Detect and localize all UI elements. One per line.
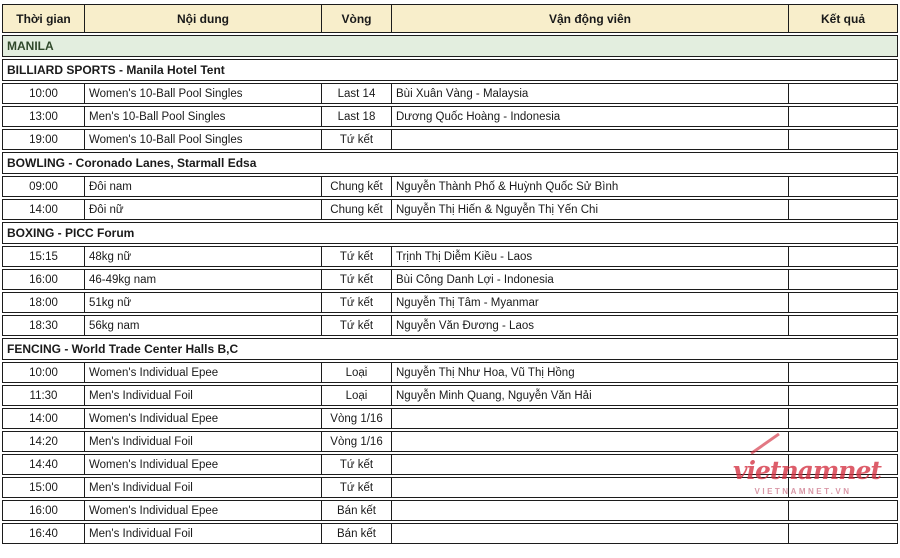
cell-athletes: Nguyễn Văn Đương - Laos	[392, 316, 789, 335]
table-row	[2, 431, 898, 452]
cell-time: 14:20	[3, 432, 85, 451]
cell-time: 18:30	[3, 316, 85, 335]
schedule-page	[2, 0, 898, 544]
cell-athletes: Nguyễn Thị Như Hoa, Vũ Thị Hồng	[392, 363, 789, 382]
cell-event: 48kg nữ	[85, 247, 322, 266]
cell-time: 11:30	[3, 386, 85, 405]
column-header-result: Kết quả	[820, 11, 865, 26]
cell-round: Tứ kết	[322, 455, 392, 474]
cell-event: Men's 10-Ball Pool Singles	[85, 107, 322, 126]
cell-result	[789, 501, 897, 520]
cell-round: Tứ kết	[322, 270, 392, 289]
table-row	[2, 362, 898, 383]
cell-event: 46-49kg nam	[85, 270, 322, 289]
cell-result	[789, 386, 897, 405]
cell-time: 15:00	[3, 478, 85, 497]
table-row	[2, 523, 898, 544]
cell-athletes	[392, 524, 789, 543]
cell-round: Vòng 1/16	[322, 432, 392, 451]
cell-time: 13:00	[3, 107, 85, 126]
cell-event: Women's Individual Epee	[85, 501, 322, 520]
section-title: FENCING - World Trade Center Halls B,C	[7, 342, 239, 356]
cell-result	[789, 455, 897, 474]
cell-athletes: Dương Quốc Hoàng - Indonesia	[392, 107, 789, 126]
cell-event: Women's Individual Epee	[85, 363, 322, 382]
cell-athletes: Nguyễn Thành Phố & Huỳnh Quốc Sử Bình	[392, 177, 789, 196]
table-row	[2, 292, 898, 313]
table-row	[2, 477, 898, 498]
cell-time: 14:00	[3, 409, 85, 428]
table-row	[2, 500, 898, 521]
cell-time: 18:00	[3, 293, 85, 312]
schedule-table	[2, 0, 898, 544]
section-title: BOWLING - Coronado Lanes, Starmall Edsa	[7, 156, 257, 170]
cell-result	[789, 177, 897, 196]
table-row	[2, 129, 898, 150]
column-header-round: Vòng	[322, 5, 392, 32]
cell-round: Tứ kết	[322, 316, 392, 335]
cell-athletes: Nguyễn Minh Quang, Nguyễn Văn Hải	[392, 386, 789, 405]
cell-event: Women's 10-Ball Pool Singles	[85, 84, 322, 103]
cell-round: Vòng 1/16	[322, 409, 392, 428]
cell-result	[789, 316, 897, 335]
table-row	[2, 269, 898, 290]
cell-round: Chung kết	[322, 200, 392, 219]
cell-event: Women's 10-Ball Pool Singles	[85, 130, 322, 149]
section-header-row	[2, 152, 898, 174]
section-title: BILLIARD SPORTS - Manila Hotel Tent	[7, 63, 225, 77]
cell-event: Men's Individual Foil	[85, 524, 322, 543]
cell-time: 16:40	[3, 524, 85, 543]
table-row	[2, 385, 898, 406]
cell-result	[789, 432, 897, 451]
cell-event: Đôi nam	[85, 177, 322, 196]
cell-round: Tứ kết	[322, 478, 392, 497]
city-row	[2, 35, 898, 57]
column-header-time: Thời gian	[3, 5, 85, 32]
cell-event: Women's Individual Epee	[85, 409, 322, 428]
watermark-url: VIETNAMNET.VN	[754, 487, 852, 496]
table-row	[2, 176, 898, 197]
cell-time: 10:00	[3, 84, 85, 103]
cell-round: Loại	[322, 386, 392, 405]
watermark-text: vietnamnet	[733, 456, 881, 485]
cell-athletes	[392, 501, 789, 520]
cell-result	[789, 363, 897, 382]
section-header-row	[2, 338, 898, 360]
city-label: MANILA	[7, 39, 54, 53]
table-row	[2, 454, 898, 475]
cell-athletes	[392, 130, 789, 149]
cell-athletes	[392, 432, 789, 451]
cell-event: 51kg nữ	[85, 293, 322, 312]
cell-round: Last 14	[322, 84, 392, 103]
table-row	[2, 199, 898, 220]
cell-athletes: Bùi Công Danh Lợi - Indonesia	[392, 270, 789, 289]
cell-athletes	[392, 409, 789, 428]
cell-round: Loại	[322, 363, 392, 382]
cell-result	[789, 84, 897, 103]
cell-result	[789, 524, 897, 543]
cell-athletes: Bùi Xuân Vàng - Malaysia	[392, 84, 789, 103]
column-header-event: Nội dung	[85, 5, 322, 32]
cell-athletes	[392, 455, 789, 474]
cell-time: 10:00	[3, 363, 85, 382]
cell-athletes: Nguyễn Thị Hiến & Nguyễn Thị Yến Chi	[392, 200, 789, 219]
cell-result	[789, 478, 897, 497]
table-row	[2, 408, 898, 429]
section-title: BOXING - PICC Forum	[7, 226, 135, 240]
section-header-row	[2, 59, 898, 81]
cell-round: Tứ kết	[322, 247, 392, 266]
cell-result	[789, 247, 897, 266]
cell-event: Men's Individual Foil	[85, 478, 322, 497]
cell-round: Last 18	[322, 107, 392, 126]
cell-event: Women's Individual Epee	[85, 455, 322, 474]
cell-time: 16:00	[3, 501, 85, 520]
table-row	[2, 106, 898, 127]
cell-result	[789, 270, 897, 289]
cell-time: 16:00	[3, 270, 85, 289]
cell-result	[789, 200, 897, 219]
cell-result	[789, 293, 897, 312]
cell-result	[789, 409, 897, 428]
cell-round: Tứ kết	[322, 130, 392, 149]
cell-time: 15:15	[3, 247, 85, 266]
table-row	[2, 246, 898, 267]
cell-time: 14:40	[3, 455, 85, 474]
table-row	[2, 83, 898, 104]
table-row	[2, 315, 898, 336]
cell-event: 56kg nam	[85, 316, 322, 335]
cell-athletes: Nguyễn Thị Tâm - Myanmar	[392, 293, 789, 312]
cell-event: Men's Individual Foil	[85, 432, 322, 451]
cell-time: 09:00	[3, 177, 85, 196]
cell-athletes	[392, 478, 789, 497]
cell-result	[789, 107, 897, 126]
cell-result	[789, 130, 897, 149]
cell-round: Bán kết	[322, 524, 392, 543]
table-header-row	[2, 4, 898, 33]
cell-athletes: Trịnh Thị Diễm Kiều - Laos	[392, 247, 789, 266]
cell-round: Bán kết	[322, 501, 392, 520]
cell-time: 19:00	[3, 130, 85, 149]
column-header-athletes: Vận động viên	[392, 5, 789, 32]
cell-round: Chung kết	[322, 177, 392, 196]
section-header-row	[2, 222, 898, 244]
cell-time: 14:00	[3, 200, 85, 219]
cell-event: Đôi nữ	[85, 200, 322, 219]
cell-event: Men's Individual Foil	[85, 386, 322, 405]
cell-round: Tứ kết	[322, 293, 392, 312]
